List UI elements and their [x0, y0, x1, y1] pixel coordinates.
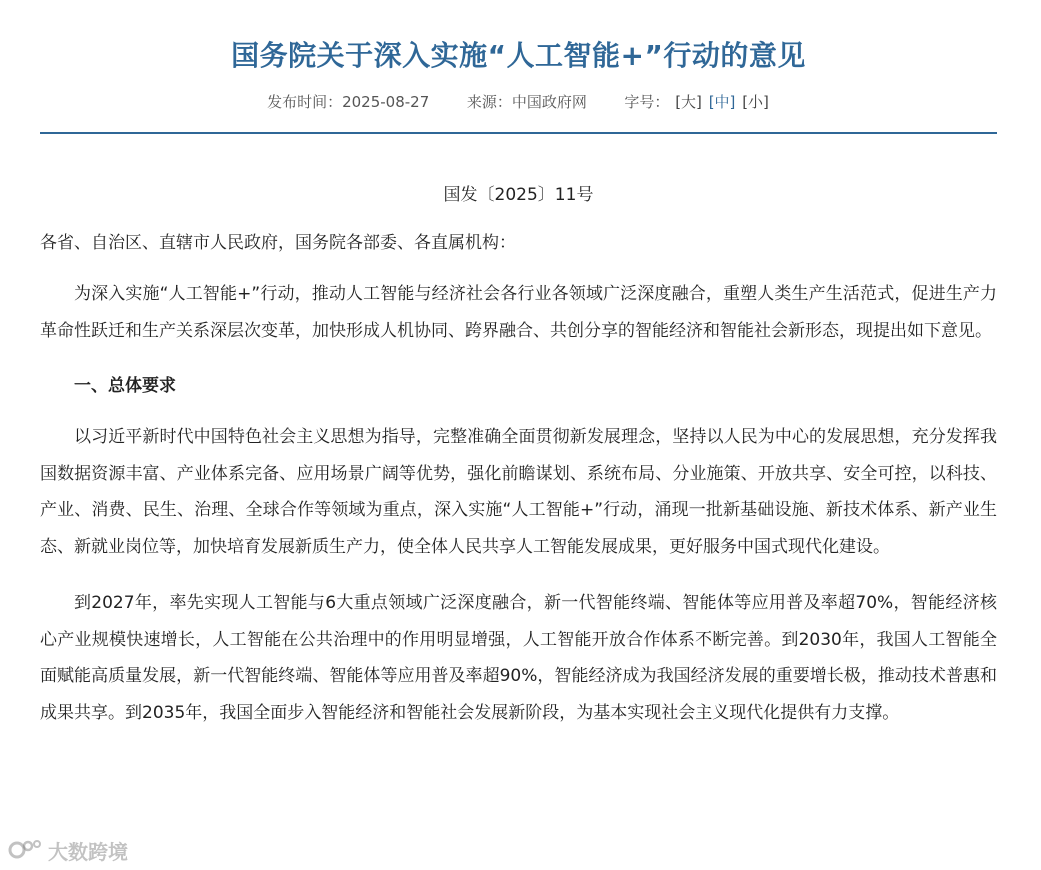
article-meta	[40, 90, 997, 114]
body-paragraph: 到2027年，率先实现人工智能与6大重点领域广泛深度融合，新一代智能终端、智能体等应用普及率超70%，智能经济核心产业规模快速增长，人工智能在公共治理中的作用明显增强，人工智能开放合作体系不断完善。到2030年，我国人工智能全面赋能高质量发展，新一代智能终端、智能体等应用普及率超90%，智能经济成为我国经济发展的重要增长极，推动技术普惠和成果共享。到2035年，我国全面步入智能经济和智能社会发展新阶段，为基本实现社会主义现代化提供有力支撑。	[40, 593, 997, 723]
publish-date: 发布时间：2025-08-27	[267, 93, 430, 111]
body-paragraph: 以习近平新时代中国特色社会主义思想为指导，完整准确全面贯彻新发展理念，坚持以人民为中心的发展思想，充分发挥我国数据资源丰富、产业体系完备、应用场景广阔等优势，强化前瞻谋划、系统布局、分业施策、开放共享、安全可控，以科技、产业、消费、民生、治理、全球合作等领域为重点，深入实施“人工智能+”行动，涌现一批新基础设施、新技术体系、新产业生态、新就业岗位等，加快培育发展新质生产力，使全体人民共享人工智能发展成果，更好服务中国式现代化建设。	[40, 427, 997, 557]
font-size-label: 字号：	[624, 93, 670, 111]
watermark	[8, 836, 128, 864]
watermark-text: 大数跨境	[48, 839, 128, 864]
page-title: 国务院关于深入实施“人工智能+”行动的意见	[231, 39, 806, 72]
document-number: 国发〔2025〕11号	[443, 185, 594, 205]
header-divider	[40, 132, 997, 134]
font-size-large-button[interactable]: [大]	[675, 93, 702, 111]
font-size-medium-button[interactable]: [中]	[708, 93, 736, 111]
brand-logo-icon	[8, 838, 44, 862]
salutation: 各省、自治区、直辖市人民政府，国务院各部委、各直属机构：	[40, 233, 516, 253]
section-heading: 一、总体要求	[74, 376, 176, 396]
source: 来源：中国政府网	[466, 93, 587, 111]
font-size-small-button[interactable]: [小]	[742, 93, 769, 111]
article	[40, 0, 997, 731]
intro-paragraph: 为深入实施“人工智能+”行动，推动人工智能与经济社会各行业各领域广泛深度融合，重塑人类生产生活范式，促进生产力革命性跃迁和生产关系深层次变革，加快形成人机协同、跨界融合、共创分享的智能经济和智能社会新形态，现提出如下意见。	[40, 284, 997, 341]
